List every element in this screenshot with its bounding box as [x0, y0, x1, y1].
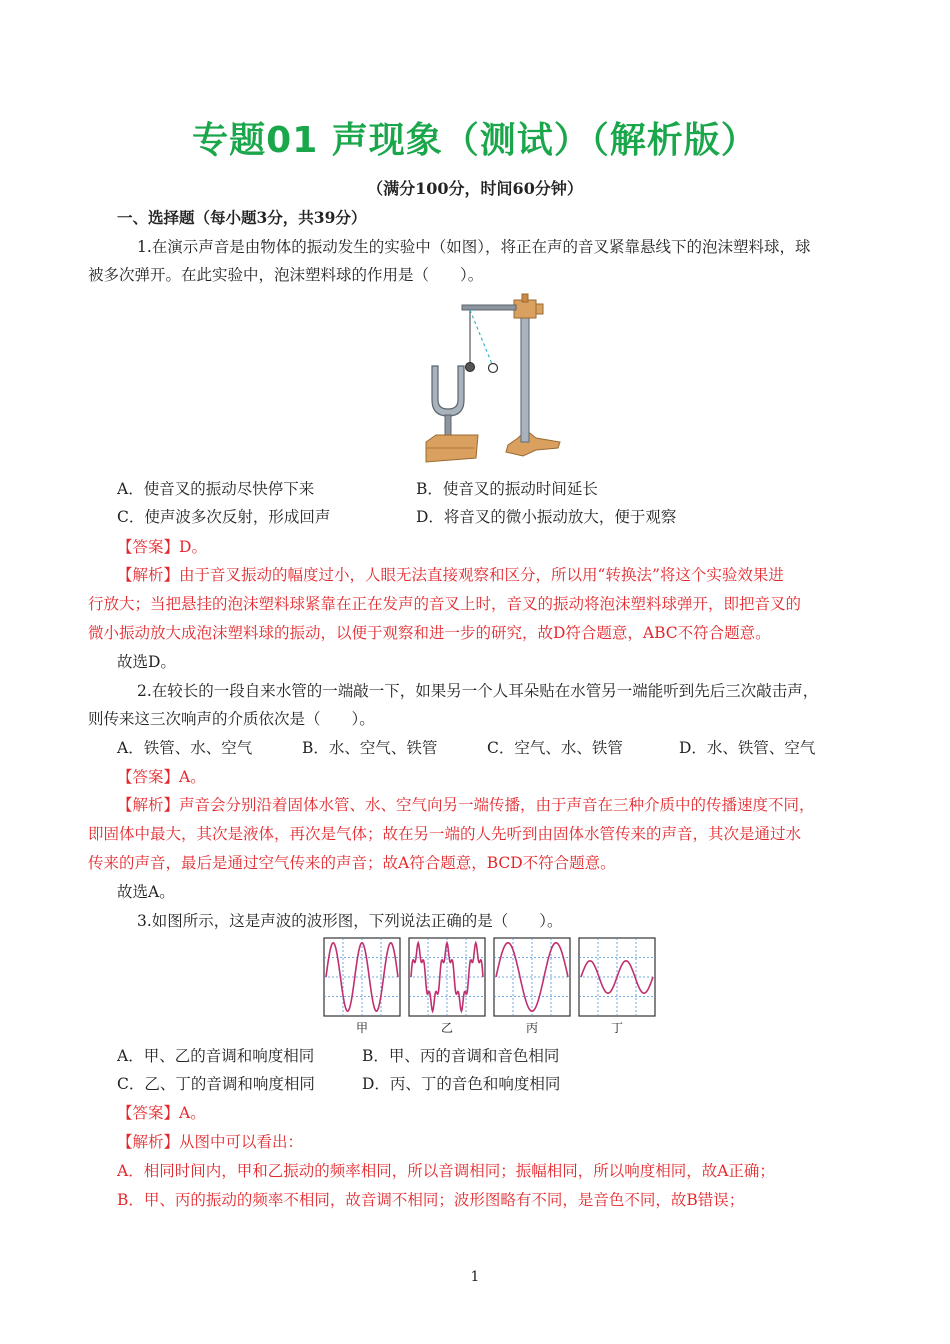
q2-stem-line1: 2.在较长的一段自来水管的一端敲一下，如果另一个人耳朵贴在水管另一端能听到先后三次敲击声，: [137, 682, 819, 700]
stand-rod: [521, 302, 529, 442]
q1-choose: 故选D。: [117, 653, 176, 671]
q2-answer: 【答案】A。: [117, 768, 206, 786]
q1-analysis-line2: 行放大；当把悬挂的泡沫塑料球紧靠在正在发声的音叉上时，音叉的振动将泡沫塑料球弹开，即把音叉的: [88, 595, 802, 613]
wave-label: 乙: [440, 1021, 454, 1035]
q3-option-a: A．甲、乙的音调和响度相同: [117, 1047, 315, 1065]
wave-panel-1: [324, 938, 400, 1035]
tuning-fork-figure: [418, 290, 568, 468]
q3-analysis-a: A．相同时间内，甲和乙振动的频率相同，所以音调相同；振幅相同，所以响度相同，故A正确；: [117, 1162, 775, 1180]
q1-analysis-line1: 【解析】由于音叉振动的幅度过小，人眼无法直接观察和区分，所以用“转换法”将这个实验效果进: [117, 566, 784, 584]
q2-analysis-line2: 即固体中最大，其次是液体，再次是气体；故在另一端的人先听到由固体水管传来的声音，其次是通过水: [88, 825, 802, 843]
page-title: 专题01 声现象（测试）（解析版）: [192, 120, 758, 161]
wave-panel-2: [409, 938, 485, 1035]
q2-choose: 故选A。: [117, 883, 175, 901]
q1-answer: 【答案】D。: [117, 538, 207, 556]
q1-stem-line1: 1.在演示声音是由物体的振动发生的实验中（如图），将正在声的音叉紧靠悬线下的泡沫塑料球，球: [137, 238, 811, 256]
foam-ball-swung: [489, 364, 498, 373]
stand-base: [506, 430, 560, 456]
wave-label: 丁: [610, 1021, 624, 1035]
clamp-block: [514, 300, 536, 318]
q1-stem-line2: 被多次弹开。在此实验中，泡沫塑料球的作用是（ ）。: [88, 266, 484, 284]
q3-analysis-intro: 【解析】从图中可以看出：: [117, 1133, 304, 1151]
q2-option-a: A．铁管、水、空气: [117, 739, 253, 757]
wave-panel-3: [494, 938, 570, 1035]
q3-answer: 【答案】A。: [117, 1104, 206, 1122]
q2-option-c: C．空气、水、铁管: [487, 739, 623, 757]
q1-analysis-line3: 微小振动放大成泡沫塑料球的振动，以便于观察和进一步的研究，故D符合题意，ABC不符合题意。: [88, 624, 771, 642]
waveform-figure: [322, 936, 664, 1038]
wave-label: 甲: [355, 1021, 369, 1035]
page-number: 1: [470, 1269, 480, 1285]
stand-arm: [462, 305, 516, 310]
q3-option-d: D．丙、丁的音色和响度相同: [362, 1075, 561, 1093]
fork-base: [426, 435, 478, 462]
q3-analysis-b: B．甲、丙的振动的频率不相同，故音调不相同；波形图略有不同，是音色不同，故B错误；: [117, 1191, 745, 1209]
q2-stem-line2: 则传来这三次响声的介质依次是（ ）。: [88, 710, 375, 728]
q3-option-b: B．甲、丙的音调和音色相同: [362, 1047, 560, 1065]
q1-option-d: D．将音叉的微小振动放大，便于观察: [416, 508, 677, 526]
q1-option-c: C．使声波多次反射，形成回声: [117, 508, 331, 526]
page-subtitle: （满分100分，时间60分钟）: [367, 179, 583, 198]
q2-option-d: D．水、铁管、空气: [679, 739, 816, 757]
section-heading: 一、选择题（每小题3分，共39分）: [117, 208, 367, 227]
q1-option-a: A．使音叉的振动尽快停下来: [117, 480, 315, 498]
q1-option-b: B．使音叉的振动时间延长: [416, 480, 598, 498]
foam-ball: [466, 363, 475, 372]
q3-stem: 3.如图所示，这是声波的波形图，下列说法正确的是（ ）。: [137, 912, 563, 930]
tuning-fork: [432, 366, 464, 416]
wave-panel-4: [579, 938, 655, 1035]
q3-option-c: C．乙、丁的音调和响度相同: [117, 1075, 315, 1093]
q2-analysis-line1: 【解析】声音会分别沿着固体水管、水、空气向另一端传播，由于声音在三种介质中的传播速度不同，: [117, 796, 815, 814]
wave-label: 丙: [525, 1021, 539, 1035]
q2-option-b: B．水、空气、铁管: [302, 739, 438, 757]
q2-analysis-line3: 传来的声音，最后是通过空气传来的声音；故A符合题意，BCD不符合题意。: [88, 854, 616, 872]
